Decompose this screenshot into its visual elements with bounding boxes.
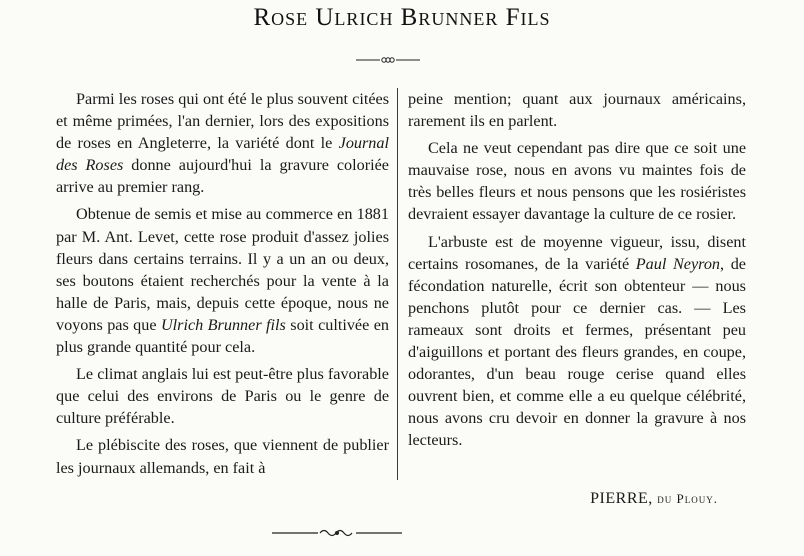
paragraph: Cela ne veut cependant pas dire que ce soit une mauvaise rose, nous en avons vu maintes fois de très belles fleurs et nous pensons que les rosiéristes devraient essayer davantage la culture de ce rosier. bbox=[408, 139, 746, 224]
author-signature bbox=[590, 490, 718, 508]
column-divider bbox=[397, 88, 398, 480]
ornament-bottom bbox=[272, 527, 402, 539]
right-column bbox=[408, 88, 746, 452]
paragraph: L'arbuste est de moyenne vigueur, issu, disent certains rosomanes, de la variété Paul Neyron, de fécondation naturelle, écrit son obtenteur — nous penchons plutôt pour ce dernier cas. — Les rameaux sont droits et fermes, présentant peu d'aiguillons et portant des fleurs grandes, en coupe, odorantes, d'un beau rouge cerise quand elles ouvrent bien, et comme elle a eu quelque célébrité, nous avons cru devoir en donner la gravure à nos lecteurs. bbox=[408, 232, 746, 450]
paragraph: Le plébiscite des roses, que viennent de publier les journaux allemands, en fait à bbox=[56, 436, 389, 477]
paragraph: Parmi les roses qui ont été le plus souvent citées et même primées, l'an dernier, lors des expositions de roses en Angleterre, la variété dont le Journal des Roses donne aujourd'hui la gravure coloriée arrive au premier rang. bbox=[56, 90, 389, 197]
paragraph: Le climat anglais lui est peut-être plus favorable que celui des environs de Paris ou le genre de culture préférable. bbox=[56, 365, 389, 428]
author-name: PIERRE, bbox=[590, 490, 653, 507]
left-column bbox=[56, 88, 389, 479]
paragraph: Obtenue de semis et mise au commerce en 1881 par M. Ant. Levet, cette rose produit d'assez jolies fleurs dans certains terrains. Il y a un an ou deux, ses boutons étaient recherchés pour la vente à la halle de Paris, mais, depuis cette époque, nous ne voyons pas que Ulrich Brunner fils soit cultivée en plus grande quantité pour cela. bbox=[56, 205, 390, 357]
paragraph: peine mention; quant aux journaux américains, rarement ils en parlent. bbox=[408, 90, 746, 131]
ornament-top bbox=[356, 55, 420, 65]
author-place: du Plouy. bbox=[657, 491, 718, 506]
page-title: Rose Ulrich Brunner Fils bbox=[253, 4, 551, 31]
